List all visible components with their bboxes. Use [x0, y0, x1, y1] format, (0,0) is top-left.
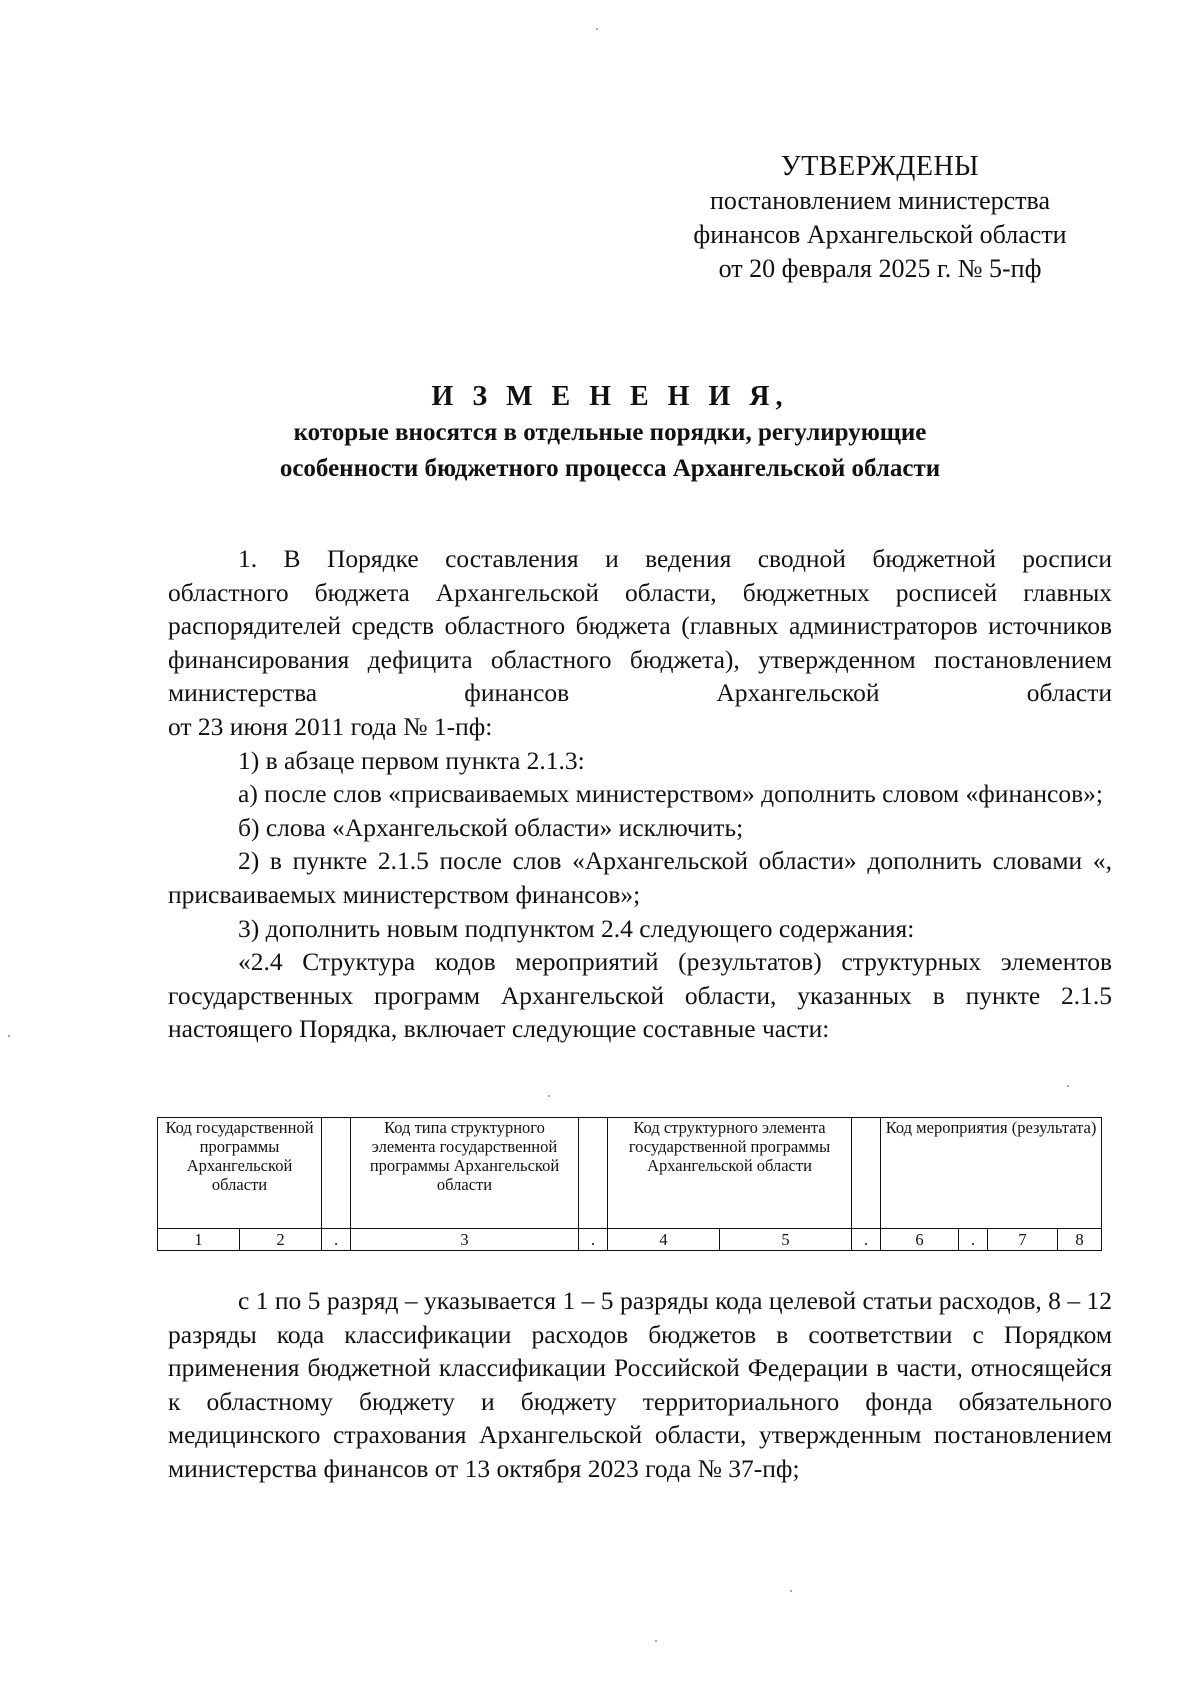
- table-cell-dot: .: [322, 1229, 351, 1251]
- document-body: [168, 542, 1112, 1046]
- approval-line-1: постановлением министерства: [709, 186, 1051, 215]
- table-cell-number: 7: [988, 1229, 1058, 1251]
- table-number-row: [158, 1229, 1102, 1251]
- document-title: И З М Е Н Е Н И Я,: [431, 381, 789, 412]
- table-cell-number: 3: [351, 1229, 579, 1251]
- table-cell-dot: .: [579, 1229, 608, 1251]
- header-separator: [579, 1118, 608, 1229]
- approval-line-2: финансов Архангельской области: [693, 220, 1067, 249]
- table-cell-number: 1: [158, 1229, 240, 1251]
- header-structural-element-code: Код структурного элемента государственной программы Архангельской области: [608, 1118, 852, 1229]
- scan-speck: [790, 1590, 792, 1592]
- approval-heading: УТВЕРЖДЕНЫ: [780, 151, 980, 182]
- paragraph-1-body: областного бюджета Архангельской области, бюджетных росписей главных распорядителей средств областного бюджета (главных администраторов источников финансирования дефицита областного бюджета), утвержденном постановлением министерства финансов Архангельской области: [168, 577, 1112, 708]
- list-item-1b: б) слова «Архангельской области» исключить;: [238, 812, 744, 842]
- scan-speck: [596, 28, 598, 30]
- table-cell-number: 8: [1058, 1229, 1102, 1251]
- document-subtitle-line-1: которые вносятся в отдельные порядки, регулирующие: [293, 419, 927, 446]
- approval-stamp: [660, 150, 1100, 286]
- list-item-3: 3) дополнить новым подпунктом 2.4 следующего содержания:: [238, 913, 915, 943]
- scan-speck: [655, 1640, 657, 1642]
- approval-line-3: от 20 февраля 2025 г. № 5-пф: [718, 254, 1042, 283]
- paragraph-1-date: от 23 июня 2011 года № 1-пф:: [168, 711, 493, 741]
- header-element-type-code: Код типа структурного элемента государственной программы Архангельской области: [351, 1118, 579, 1229]
- paragraph-1-intro: 1. В Порядке составления и ведения сводной бюджетной росписи: [238, 544, 1112, 573]
- table-cell-number: 6: [881, 1229, 959, 1251]
- table-cell-number: 4: [608, 1229, 720, 1251]
- list-item-1a: а) после слов «присваиваемых министерством» дополнить словом «финансов»;: [238, 779, 1103, 809]
- list-item-3-text: «2.4 Структура кодов мероприятий (результатов) структурных элементов государственных программ Архангельской области, указанных в пункте 2.1.5 настоящего Порядка, включает следующие составные части:: [168, 947, 1112, 1044]
- header-separator: [322, 1118, 351, 1229]
- table-header-row: [158, 1118, 1102, 1229]
- document-heading: [170, 380, 1050, 486]
- scan-speck: [548, 1095, 550, 1097]
- table-cell-number: 5: [720, 1229, 852, 1251]
- paragraph-digits-1-5: с 1 по 5 разряд – указывается 1 – 5 разряды кода целевой статьи расходов, 8 – 12 разряды кода классификации расходов бюджетов в соответствии с Порядком применения бюджетной классификации Российской Федерации в части, относящейся к областному бюджету и бюджету территориального фонда обязательного медицинского страхования Архангельской области, утвержденным постановлением министерства финансов от 13 октября 2023 года № 37-пф;: [168, 1286, 1112, 1483]
- document-subtitle-line-2: особенности бюджетного процесса Архангельской области: [279, 455, 941, 482]
- header-separator: [852, 1118, 881, 1229]
- header-activity-code: Код мероприятия (результата): [881, 1118, 1102, 1229]
- table-cell-number: 2: [240, 1229, 322, 1251]
- header-program-code: Код государственной программы Архангельской области: [158, 1118, 322, 1229]
- document-body-continued: [168, 1284, 1112, 1486]
- scan-speck: [8, 1035, 10, 1037]
- list-item-1: 1) в абзаце первом пункта 2.1.3:: [238, 745, 585, 775]
- scan-speck: [1067, 1085, 1069, 1087]
- code-structure-table: [157, 1117, 1102, 1251]
- table-cell-dot: .: [852, 1229, 881, 1251]
- list-item-2: 2) в пункте 2.1.5 после слов «Архангельской области» дополнить словами «, присваиваемых министерством финансов»;: [168, 846, 1112, 909]
- table-cell-dot: .: [959, 1229, 988, 1251]
